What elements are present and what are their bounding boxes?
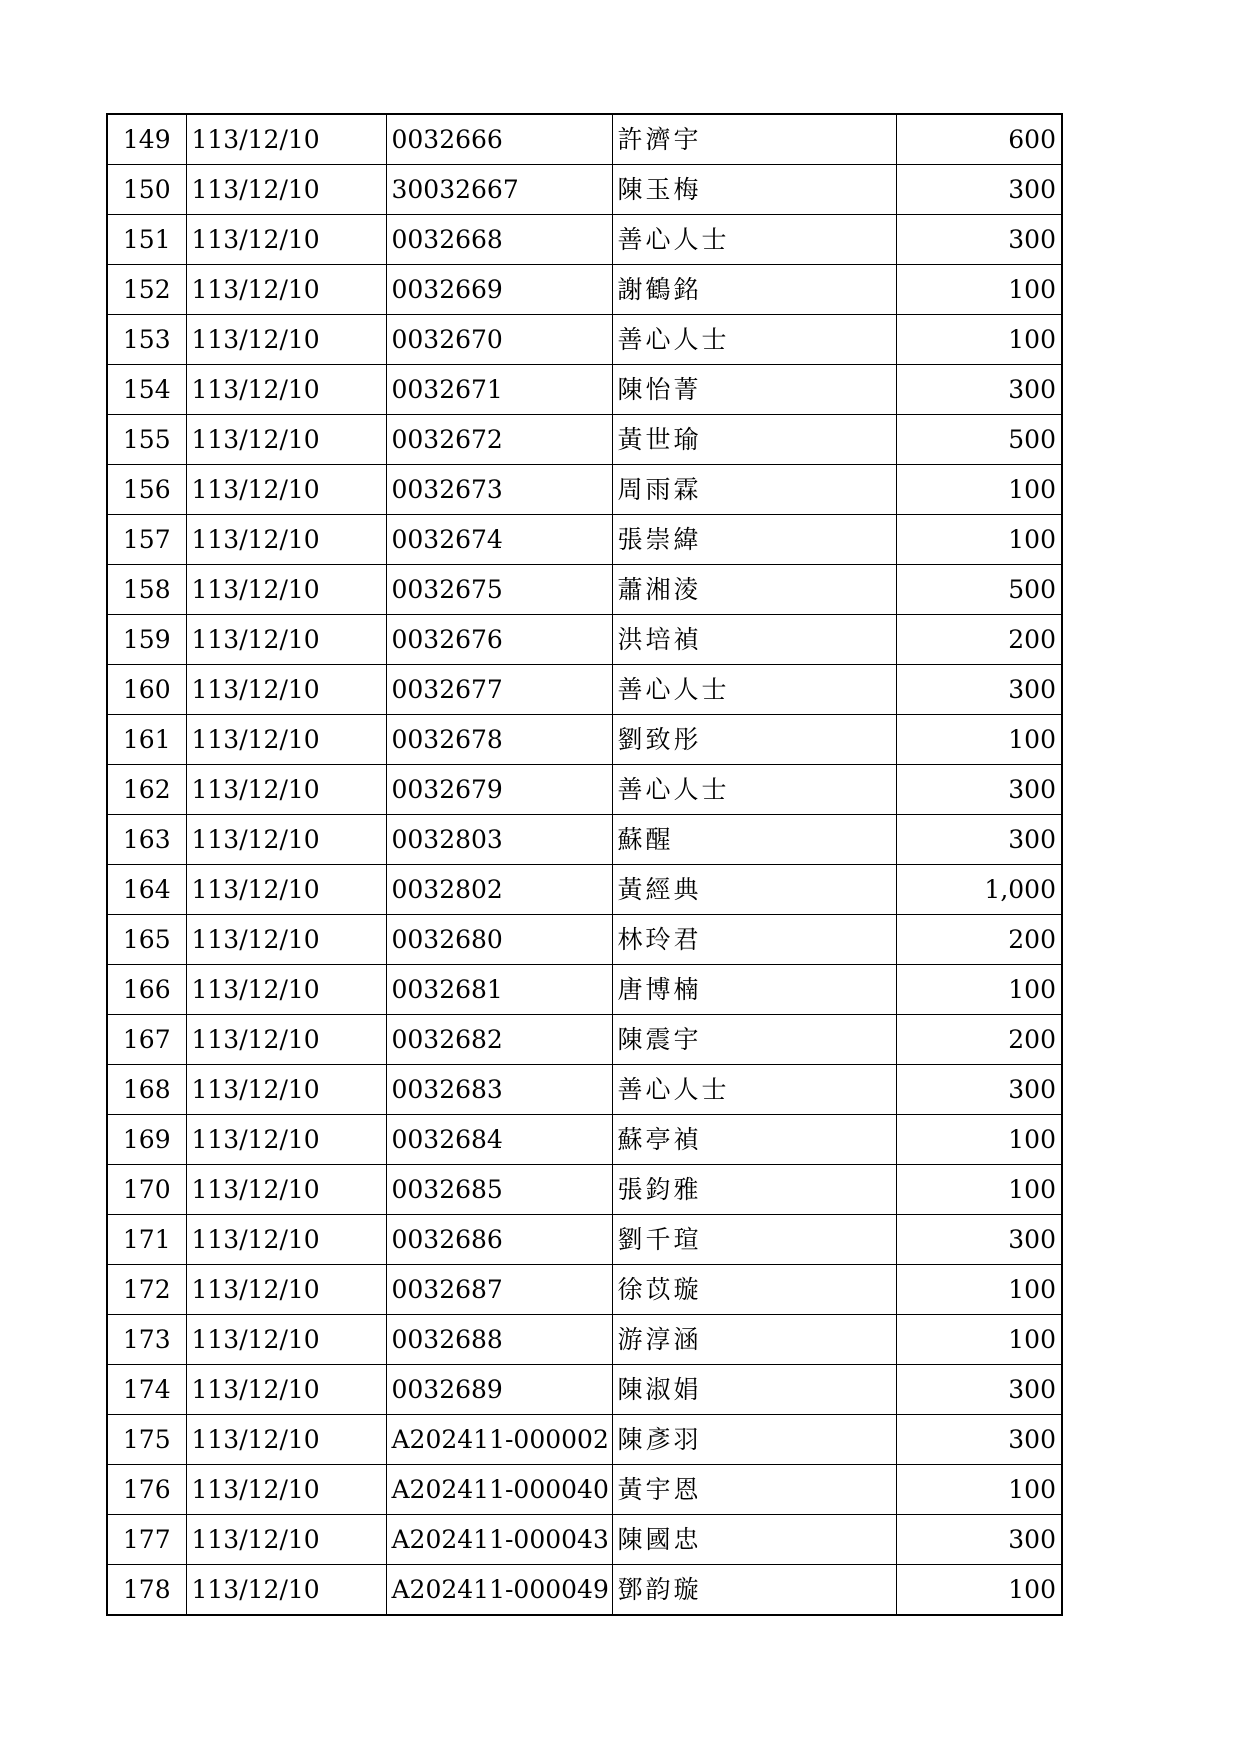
- row-number-cell: 176: [107, 1465, 186, 1515]
- date-cell: 113/12/10: [186, 815, 386, 865]
- row-number-cell: 167: [107, 1015, 186, 1065]
- date-cell: 113/12/10: [186, 1465, 386, 1515]
- amount-cell: 300: [896, 815, 1062, 865]
- donor-name-cell: 蘇亭禎: [612, 1115, 896, 1165]
- amount-cell: 300: [896, 1065, 1062, 1115]
- table-row: [107, 415, 1062, 465]
- donor-name-cell: 陳怡菁: [612, 365, 896, 415]
- row-number-cell: 152: [107, 265, 186, 315]
- table-row: [107, 1015, 1062, 1065]
- table-row: [107, 665, 1062, 715]
- donation-table-body: [107, 114, 1062, 1615]
- row-number-cell: 165: [107, 915, 186, 965]
- receipt-number-cell: 0032687: [386, 1265, 612, 1315]
- row-number-cell: 178: [107, 1565, 186, 1616]
- table-row: [107, 465, 1062, 515]
- table-row: [107, 865, 1062, 915]
- receipt-number-cell: 0032670: [386, 315, 612, 365]
- row-number-cell: 154: [107, 365, 186, 415]
- table-row: [107, 1315, 1062, 1365]
- donor-name-cell: 善心人士: [612, 765, 896, 815]
- table-row: [107, 965, 1062, 1015]
- receipt-number-cell: 0032678: [386, 715, 612, 765]
- row-number-cell: 164: [107, 865, 186, 915]
- receipt-number-cell: 0032802: [386, 865, 612, 915]
- receipt-number-cell: 0032672: [386, 415, 612, 465]
- date-cell: 113/12/10: [186, 465, 386, 515]
- donor-name-cell: 蕭湘淩: [612, 565, 896, 615]
- donor-name-cell: 張崇緯: [612, 515, 896, 565]
- receipt-number-cell: A202411-000002: [386, 1415, 612, 1465]
- table-row: [107, 1215, 1062, 1265]
- row-number-cell: 163: [107, 815, 186, 865]
- row-number-cell: 170: [107, 1165, 186, 1215]
- receipt-number-cell: 0032803: [386, 815, 612, 865]
- table-row: [107, 815, 1062, 865]
- table-row: [107, 765, 1062, 815]
- amount-cell: 300: [896, 165, 1062, 215]
- date-cell: 113/12/10: [186, 1115, 386, 1165]
- row-number-cell: 177: [107, 1515, 186, 1565]
- donor-name-cell: 劉致彤: [612, 715, 896, 765]
- amount-cell: 100: [896, 315, 1062, 365]
- date-cell: 113/12/10: [186, 865, 386, 915]
- receipt-number-cell: 0032676: [386, 615, 612, 665]
- receipt-number-cell: A202411-000049: [386, 1565, 612, 1616]
- row-number-cell: 155: [107, 415, 186, 465]
- receipt-number-cell: 0032684: [386, 1115, 612, 1165]
- amount-cell: 100: [896, 1465, 1062, 1515]
- amount-cell: 300: [896, 1415, 1062, 1465]
- receipt-number-cell: 0032677: [386, 665, 612, 715]
- donor-name-cell: 陳淑娟: [612, 1365, 896, 1415]
- donor-name-cell: 陳國忠: [612, 1515, 896, 1565]
- row-number-cell: 160: [107, 665, 186, 715]
- amount-cell: 300: [896, 765, 1062, 815]
- table-row: [107, 1265, 1062, 1315]
- table-row: [107, 1465, 1062, 1515]
- amount-cell: 600: [896, 114, 1062, 165]
- donor-name-cell: 洪培禎: [612, 615, 896, 665]
- donor-name-cell: 善心人士: [612, 215, 896, 265]
- table-row: [107, 565, 1062, 615]
- donor-name-cell: 善心人士: [612, 315, 896, 365]
- row-number-cell: 173: [107, 1315, 186, 1365]
- date-cell: 113/12/10: [186, 515, 386, 565]
- donor-name-cell: 許濟宇: [612, 114, 896, 165]
- donor-name-cell: 張鈞雅: [612, 1165, 896, 1215]
- donor-name-cell: 蘇醒: [612, 815, 896, 865]
- amount-cell: 100: [896, 1115, 1062, 1165]
- date-cell: 113/12/10: [186, 565, 386, 615]
- amount-cell: 300: [896, 665, 1062, 715]
- donor-name-cell: 黃世瑜: [612, 415, 896, 465]
- row-number-cell: 153: [107, 315, 186, 365]
- amount-cell: 200: [896, 1015, 1062, 1065]
- date-cell: 113/12/10: [186, 315, 386, 365]
- row-number-cell: 169: [107, 1115, 186, 1165]
- date-cell: 113/12/10: [186, 1515, 386, 1565]
- table-row: [107, 265, 1062, 315]
- receipt-number-cell: 0032674: [386, 515, 612, 565]
- date-cell: 113/12/10: [186, 1215, 386, 1265]
- date-cell: 113/12/10: [186, 1165, 386, 1215]
- date-cell: 113/12/10: [186, 1365, 386, 1415]
- receipt-number-cell: A202411-000043: [386, 1515, 612, 1565]
- receipt-number-cell: 0032683: [386, 1065, 612, 1115]
- table-row: [107, 715, 1062, 765]
- table-row: [107, 615, 1062, 665]
- receipt-number-cell: 0032673: [386, 465, 612, 515]
- receipt-number-cell: 0032686: [386, 1215, 612, 1265]
- donor-name-cell: 林玲君: [612, 915, 896, 965]
- table-row: [107, 1115, 1062, 1165]
- receipt-number-cell: 0032681: [386, 965, 612, 1015]
- row-number-cell: 174: [107, 1365, 186, 1415]
- donor-name-cell: 善心人士: [612, 1065, 896, 1115]
- table-row: [107, 1365, 1062, 1415]
- donor-name-cell: 劉千瑄: [612, 1215, 896, 1265]
- row-number-cell: 158: [107, 565, 186, 615]
- donor-name-cell: 唐博楠: [612, 965, 896, 1015]
- receipt-number-cell: 30032667: [386, 165, 612, 215]
- receipt-number-cell: 0032682: [386, 1015, 612, 1065]
- row-number-cell: 149: [107, 114, 186, 165]
- receipt-number-cell: 0032675: [386, 565, 612, 615]
- amount-cell: 100: [896, 1315, 1062, 1365]
- donor-name-cell: 徐苡璇: [612, 1265, 896, 1315]
- amount-cell: 200: [896, 915, 1062, 965]
- date-cell: 113/12/10: [186, 965, 386, 1015]
- receipt-number-cell: 0032669: [386, 265, 612, 315]
- amount-cell: 1,000: [896, 865, 1062, 915]
- donor-name-cell: 陳玉梅: [612, 165, 896, 215]
- table-row: [107, 1565, 1062, 1616]
- receipt-number-cell: 0032668: [386, 215, 612, 265]
- amount-cell: 300: [896, 1515, 1062, 1565]
- donor-name-cell: 謝鶴銘: [612, 265, 896, 315]
- donor-name-cell: 陳震宇: [612, 1015, 896, 1065]
- row-number-cell: 166: [107, 965, 186, 1015]
- date-cell: 113/12/10: [186, 114, 386, 165]
- date-cell: 113/12/10: [186, 715, 386, 765]
- row-number-cell: 168: [107, 1065, 186, 1115]
- receipt-number-cell: A202411-000040: [386, 1465, 612, 1515]
- receipt-number-cell: 0032679: [386, 765, 612, 815]
- row-number-cell: 157: [107, 515, 186, 565]
- table-row: [107, 1515, 1062, 1565]
- donor-name-cell: 善心人士: [612, 665, 896, 715]
- date-cell: 113/12/10: [186, 665, 386, 715]
- amount-cell: 100: [896, 1165, 1062, 1215]
- receipt-number-cell: 0032666: [386, 114, 612, 165]
- row-number-cell: 162: [107, 765, 186, 815]
- date-cell: 113/12/10: [186, 1415, 386, 1465]
- amount-cell: 100: [896, 1565, 1062, 1616]
- table-row: [107, 114, 1062, 165]
- date-cell: 113/12/10: [186, 215, 386, 265]
- amount-cell: 500: [896, 565, 1062, 615]
- row-number-cell: 172: [107, 1265, 186, 1315]
- amount-cell: 100: [896, 1265, 1062, 1315]
- row-number-cell: 159: [107, 615, 186, 665]
- table-row: [107, 1065, 1062, 1115]
- table-row: [107, 165, 1062, 215]
- amount-cell: 500: [896, 415, 1062, 465]
- date-cell: 113/12/10: [186, 765, 386, 815]
- amount-cell: 100: [896, 465, 1062, 515]
- table-row: [107, 215, 1062, 265]
- receipt-number-cell: 0032680: [386, 915, 612, 965]
- table-row: [107, 315, 1062, 365]
- receipt-number-cell: 0032685: [386, 1165, 612, 1215]
- donor-name-cell: 黃經典: [612, 865, 896, 915]
- date-cell: 113/12/10: [186, 1065, 386, 1115]
- table-row: [107, 515, 1062, 565]
- amount-cell: 100: [896, 265, 1062, 315]
- table-row: [107, 915, 1062, 965]
- date-cell: 113/12/10: [186, 365, 386, 415]
- date-cell: 113/12/10: [186, 165, 386, 215]
- donor-name-cell: 周雨霖: [612, 465, 896, 515]
- row-number-cell: 175: [107, 1415, 186, 1465]
- amount-cell: 100: [896, 715, 1062, 765]
- table-row: [107, 1165, 1062, 1215]
- row-number-cell: 161: [107, 715, 186, 765]
- date-cell: 113/12/10: [186, 415, 386, 465]
- date-cell: 113/12/10: [186, 1265, 386, 1315]
- date-cell: 113/12/10: [186, 615, 386, 665]
- date-cell: 113/12/10: [186, 265, 386, 315]
- table-row: [107, 365, 1062, 415]
- receipt-number-cell: 0032671: [386, 365, 612, 415]
- amount-cell: 100: [896, 965, 1062, 1015]
- donor-name-cell: 黃宇恩: [612, 1465, 896, 1515]
- date-cell: 113/12/10: [186, 1315, 386, 1365]
- date-cell: 113/12/10: [186, 1565, 386, 1616]
- donation-table: [106, 113, 1063, 1616]
- date-cell: 113/12/10: [186, 1015, 386, 1065]
- donor-name-cell: 游淳涵: [612, 1315, 896, 1365]
- row-number-cell: 171: [107, 1215, 186, 1265]
- amount-cell: 300: [896, 365, 1062, 415]
- date-cell: 113/12/10: [186, 915, 386, 965]
- amount-cell: 300: [896, 215, 1062, 265]
- receipt-number-cell: 0032688: [386, 1315, 612, 1365]
- amount-cell: 300: [896, 1365, 1062, 1415]
- row-number-cell: 151: [107, 215, 186, 265]
- amount-cell: 100: [896, 515, 1062, 565]
- row-number-cell: 156: [107, 465, 186, 515]
- donor-name-cell: 鄧韵璇: [612, 1565, 896, 1616]
- table-row: [107, 1415, 1062, 1465]
- row-number-cell: 150: [107, 165, 186, 215]
- amount-cell: 200: [896, 615, 1062, 665]
- donor-name-cell: 陳彥羽: [612, 1415, 896, 1465]
- receipt-number-cell: 0032689: [386, 1365, 612, 1415]
- amount-cell: 300: [896, 1215, 1062, 1265]
